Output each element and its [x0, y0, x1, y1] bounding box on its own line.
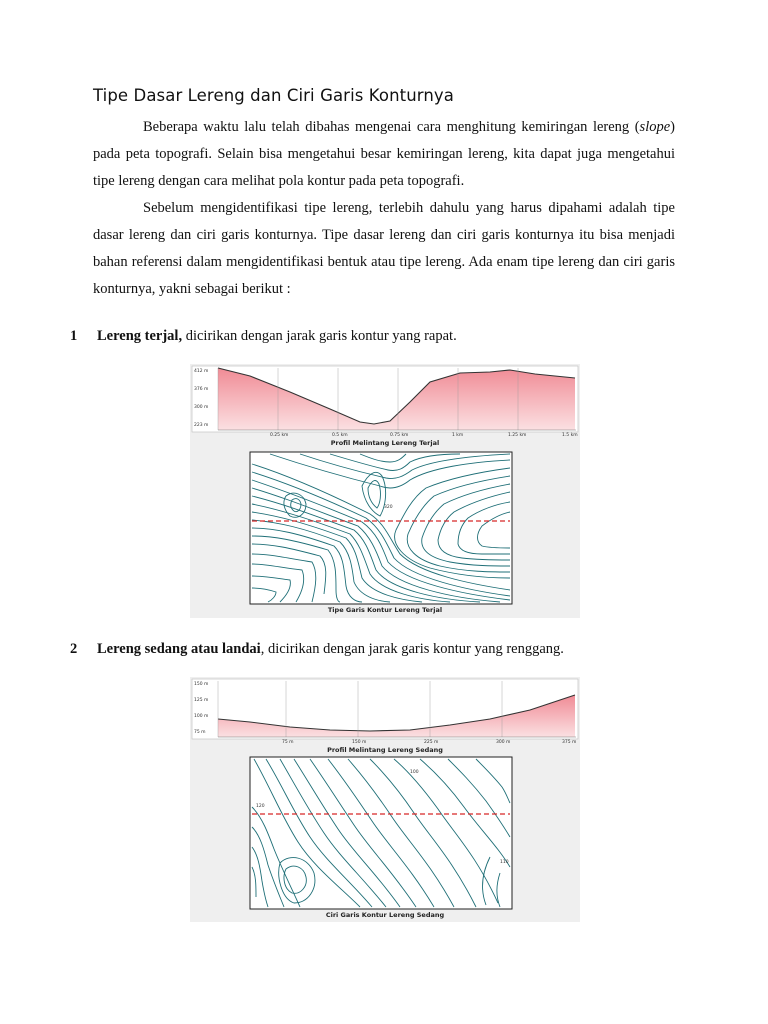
- contour-label: 320: [384, 505, 393, 510]
- figure-caption-profile: Profil Melintang Lereng Terjal: [330, 439, 440, 447]
- contour-label: 100: [410, 770, 419, 775]
- list-number: 2: [70, 641, 78, 657]
- y-tick: 376 m: [194, 387, 209, 392]
- steep-contour-map: [250, 452, 512, 604]
- x-tick: 300 m: [496, 740, 511, 745]
- figure-steep-slope: [190, 364, 580, 618]
- paragraph-basic-types: Sebelum mengidentifikasi tipe lereng, terlebih dahulu yang harus dipahami adalah tipe dasar lereng dan ciri garis konturnya. Tipe dasar lereng dan ciri garis konturnya itu bisa menjadi bahan referensi dalam mengidentifikasi bentuk atau tipe lereng. Ada enam tipe lereng dan ciri garis konturnya, yakni sebagai berikut :: [93, 200, 675, 297]
- y-tick: 150 m: [194, 682, 209, 687]
- moderate-contour-map: [250, 757, 512, 909]
- page-title: Tipe Dasar Lereng dan Ciri Garis Konturnya: [93, 86, 454, 105]
- x-tick: 1.25 km: [508, 433, 527, 438]
- list-term: Lereng sedang atau landai: [97, 641, 261, 657]
- list-number: 1: [70, 328, 78, 344]
- figure-caption-contour: Tipe Garis Kontur Lereng Terjal: [327, 606, 443, 614]
- list-item-steep-slope: [70, 328, 690, 345]
- intro-italic-term: slope: [639, 119, 671, 135]
- y-tick: 412 m: [194, 369, 209, 374]
- y-tick: 223 m: [194, 423, 209, 428]
- figure-caption-profile: Profil Melintang Lereng Sedang: [327, 746, 443, 754]
- list-description: dicirikan dengan jarak garis kontur yang rapat.: [182, 328, 457, 344]
- figure-moderate-slope: [190, 677, 580, 922]
- y-tick: 125 m: [194, 698, 209, 703]
- x-tick: 225 m: [424, 740, 439, 745]
- contour-label: 120: [256, 804, 265, 809]
- x-tick: 0.5 km: [332, 433, 348, 438]
- y-tick: 75 m: [194, 730, 206, 735]
- x-tick: 0.25 km: [270, 433, 289, 438]
- moderate-profile-chart: [190, 677, 580, 922]
- y-tick: 100 m: [194, 714, 209, 719]
- x-tick: 75 m: [282, 740, 294, 745]
- list-term: Lereng terjal,: [97, 328, 183, 344]
- x-tick: 0.75 km: [390, 433, 409, 438]
- paragraph-intro: [93, 114, 675, 195]
- x-tick: 1.5 km: [562, 433, 578, 438]
- intro-text-1: Beberapa waktu lalu telah dibahas mengenai cara menghitung kemiringan lereng (: [143, 119, 640, 135]
- contour-label: 110: [500, 860, 509, 865]
- intro-text-2: ) pada peta topografi. Selain bisa mengetahui besar kemiringan lereng, kita dapat juga mengetahui tipe lereng dengan cara melihat pola kontur pada peta topografi.: [93, 119, 675, 189]
- list-item-moderate-slope: [70, 641, 690, 658]
- x-tick: 150 m: [352, 740, 367, 745]
- list-description: , dicirikan dengan jarak garis kontur yang renggang.: [260, 641, 564, 657]
- figure-caption-contour: Ciri Garis Kontur Lereng Sedang: [325, 911, 445, 919]
- x-tick: 375 m: [562, 740, 577, 745]
- steep-profile-chart: [190, 364, 580, 618]
- y-tick: 300 m: [194, 405, 209, 410]
- x-tick: 1 km: [452, 433, 464, 438]
